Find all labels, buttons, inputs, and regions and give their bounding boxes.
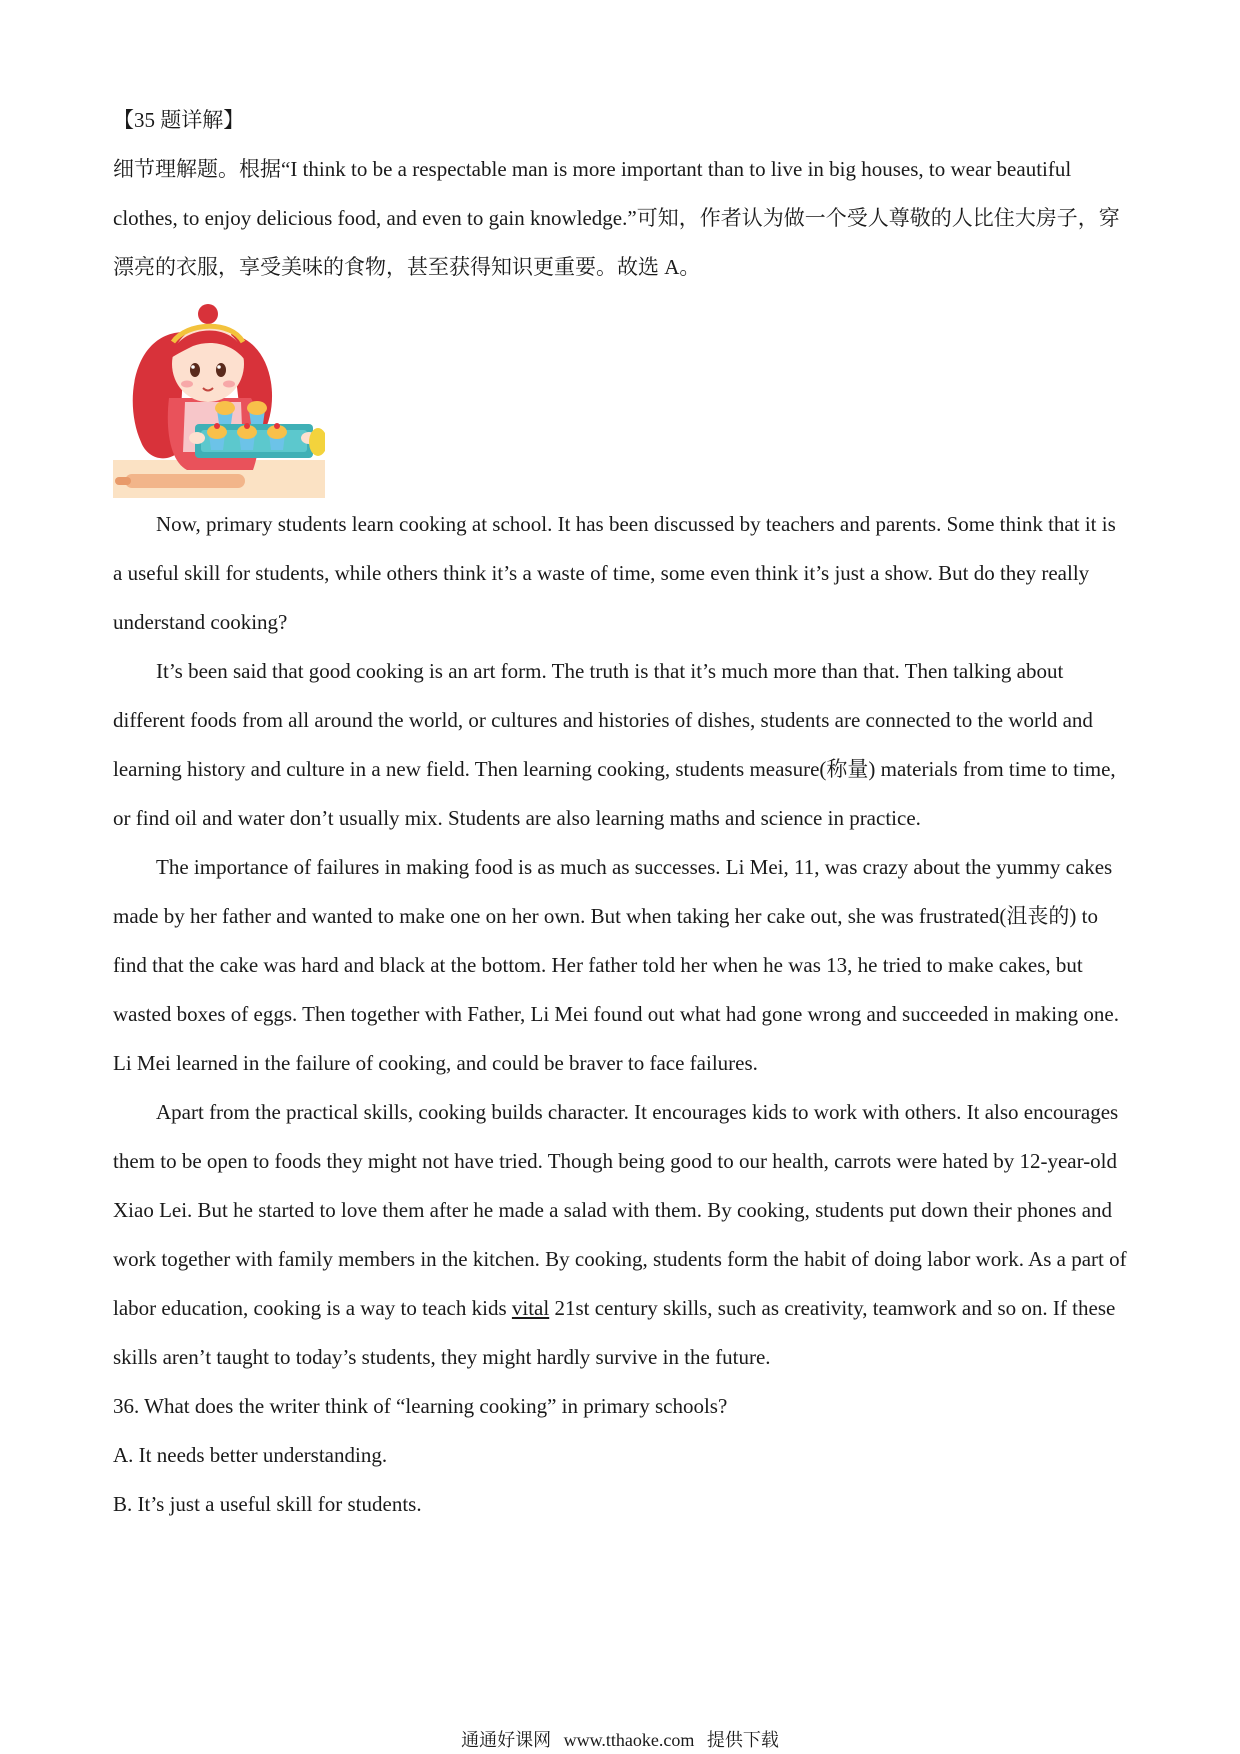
underlined-word-vital: vital bbox=[511, 1296, 550, 1320]
page-footer bbox=[0, 1728, 1240, 1752]
footer-url[interactable]: www.tthaoke.com bbox=[563, 1730, 695, 1750]
question-option-b: B. It’s just a useful skill for students. bbox=[113, 1492, 422, 1516]
passage-paragraph-4 bbox=[113, 1088, 1128, 1382]
explanation-text: 细节理解题。根据“I think to be a respectable man is more important than to live in big houses, to wear beautiful clothes, to enjoy delicious food, and even to gain knowledge.”可知，作者认为做一个受人尊敬的人比住大房子，穿漂亮的衣服，享受美味的食物，甚至获得知识更重要。故选 A。 bbox=[113, 157, 1120, 279]
paragraph-4-text-after: 21st century skills, such as creativity, teamwork and so on. If these skills aren’t taught to today’s students, they might hardly survive in the future. bbox=[113, 1296, 1116, 1369]
passage-paragraph-3: The importance of failures in making food is as much as successes. Li Mei, 11, was crazy about the yummy cakes made by her father and wanted to make one on her own. But when taking her cake out, she was frustrated(沮丧的) to find that the cake was hard and black at the bottom. Her father told her when he was 13, he tried to make cakes, but wasted boxes of eggs. Then together with Father, Li Mei found out what had gone wrong and succeeded in making one. Li Mei learned in the failure of cooking, and could be braver to face failures. bbox=[113, 855, 1119, 1075]
question-option-a: A. It needs better understanding. bbox=[113, 1443, 388, 1467]
footer-suffix: 提供下载 bbox=[706, 1730, 779, 1750]
question-stem: 36. What does the writer think of “learning cooking” in primary schools? bbox=[113, 1394, 728, 1418]
paragraph-4-text-before: Apart from the practical skills, cooking builds character. It encourages kids to work with others. It also encourages them to be open to foods they might not have tried. Though being good to our health, carrots were hated by 12-year-old Xiao Lei. But he started to love them after he made a salad with them. By cooking, students put down their phones and work together with family members in the kitchen. By cooking, students form the habit of doing labor work. As a part of labor education, cooking is a way to teach kids bbox=[113, 1100, 1127, 1320]
content-area bbox=[113, 96, 1128, 1529]
passage-paragraph-2: It’s been said that good cooking is an art form. The truth is that it’s much more than that. Then talking about different foods from all around the world, or cultures and histories of dishes, students are connected to the world and learning history and culture in a new field. Then learning cooking, students measure(称量) materials from time to time, or find oil and water don’t usually mix. Students are also learning maths and science in practice. bbox=[113, 659, 1116, 830]
explanation-heading: 【35 题详解】 bbox=[113, 108, 245, 132]
girl-baking-cupcakes-icon bbox=[113, 302, 325, 498]
footer-site-name: 通通好课网 bbox=[461, 1730, 552, 1750]
passage-paragraph-1: Now, primary students learn cooking at school. It has been discussed by teachers and parents. Some think that it is a useful skill for students, while others think it’s a waste of time, some even think it’s just a show. But do they really understand cooking? bbox=[113, 512, 1116, 634]
